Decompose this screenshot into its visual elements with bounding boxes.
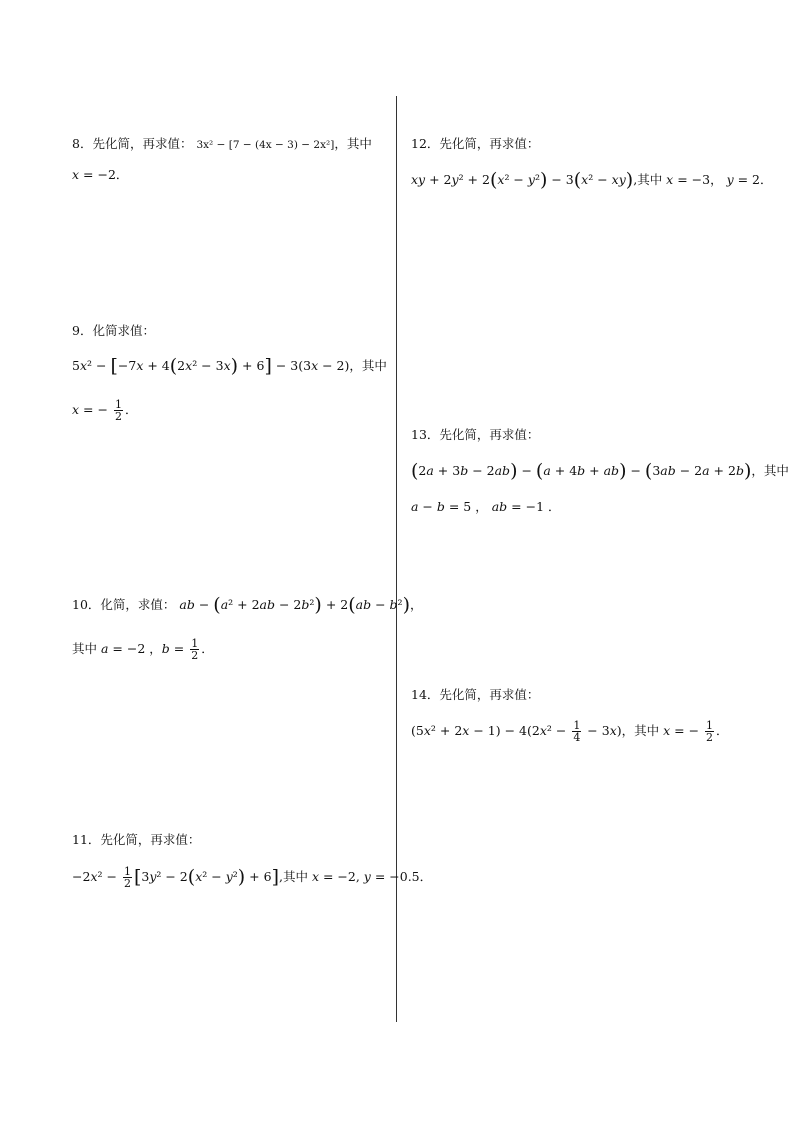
problem-8-title: 8．先化简，再求值： bbox=[72, 136, 193, 151]
problem-13-title: 13．先化简，再求值： bbox=[411, 427, 540, 442]
fraction: $\frac{1}{4}$ bbox=[573, 719, 581, 744]
problem-9-expression: 5x² − [−7x + 4(2x² − 3x) + 6] − 3(3x − 2)，其中 bbox=[72, 355, 387, 377]
problem-8-condition: x = −2． bbox=[72, 167, 129, 182]
problem-10-title: 10．化简，求值： bbox=[72, 597, 176, 612]
fraction: $\frac{1}{2}$ bbox=[114, 398, 122, 423]
problem-10-condition: 其中 a = −2 ，b = $\frac{1}{2}$ ． bbox=[72, 637, 214, 662]
problem-13-expression: (2a + 3b − 2ab) − (a + 4b + ab) − (3ab − 2a + 2b)，其中 bbox=[411, 460, 789, 482]
fraction: $\frac{1}{2}$ bbox=[123, 865, 131, 890]
problem-13-condition: a − b = 5 ， ab = −1 ． bbox=[411, 499, 561, 514]
fraction: $\frac{1}{2}$ bbox=[191, 637, 199, 662]
problem-11-title: 11．先化简，再求值： bbox=[72, 832, 201, 847]
problem-10-expression: ab − (a² + 2ab − 2b²) + 2(ab − b²)， bbox=[179, 594, 423, 616]
problem-14-expression: (5x² + 2x − 1) − 4(2x² − $\frac{1}{4}$ − 3x)，其中 x = − $\frac{1}{2}$ ． bbox=[411, 719, 729, 744]
problem-8-line-1 bbox=[72, 135, 372, 154]
problem-8-expression: 3x² − [7 − (4x − 3) − 2x²]，其中 bbox=[196, 136, 372, 151]
problem-14-title: 14．先化简，再求值： bbox=[411, 687, 540, 702]
problem-12-expression: xy + 2y² + 2(x² − y²) − 3(x² − xy),其中 x = −3， y = 2． bbox=[411, 169, 773, 191]
problem-11-expression: −2x² − $\frac{1}{2}$ [3y² − 2(x² − y²) + 6],其中 x = −2, y = −0.5． bbox=[72, 865, 433, 890]
problem-10-line-1 bbox=[72, 596, 423, 614]
problem-9-title: 9．化简求值： bbox=[72, 323, 155, 338]
problem-12-title: 12．先化简，再求值： bbox=[411, 136, 540, 151]
problem-9-condition: x = − $\frac{1}{2}$ ． bbox=[72, 398, 138, 423]
fraction: $\frac{1}{2}$ bbox=[706, 719, 714, 744]
